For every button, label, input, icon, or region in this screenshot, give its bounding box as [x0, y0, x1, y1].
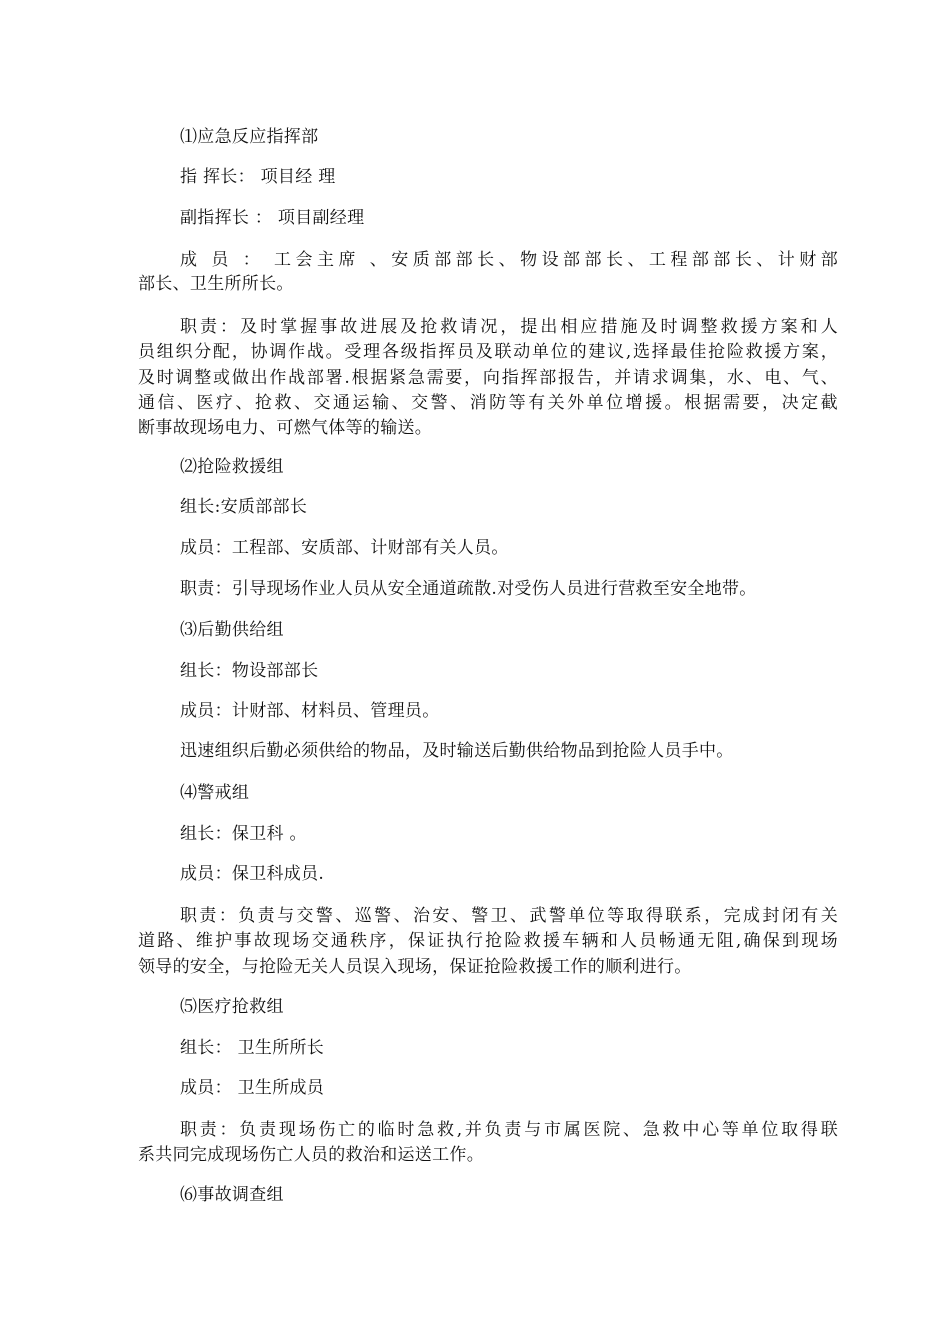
duty-paragraph-line: 断事故现场电力、可燃气体等的输送。	[138, 418, 433, 438]
logistics-duty-line: 迅速组织后勤必须供给的物品，及时输送后勤供给物品到抢险人员手中。	[180, 741, 734, 761]
medical-duty-line: 系共同完成现场伤亡人员的救治和运送工作。	[138, 1145, 484, 1165]
logistics-members-line: 成员：计财部、材料员、管理员。	[180, 701, 440, 721]
duty-paragraph-line: 员组织分配，协调作战。受理各级指挥员及联动单位的建议,选择最佳抢险救援方案，	[138, 342, 838, 362]
section-heading-logistics: ⑶后勤供给组	[180, 620, 284, 640]
section-heading-command: ⑴应急反应指挥部	[180, 127, 319, 147]
section-heading-medical: ⑸医疗抢救组	[180, 997, 284, 1017]
rescue-duty-line: 职责：引导现场作业人员从安全通道疏散.对受伤人员进行营救至安全地带。	[180, 579, 757, 599]
medical-members-line: 成员： 卫生所成员	[180, 1078, 325, 1098]
guard-duty-line: 领导的安全，与抢险无关人员误入现场，保证抢险救援工作的顺利进行。	[138, 957, 692, 977]
guard-duty-line: 道路、维护事故现场交通秩序，保证执行抢险救援车辆和人员畅通无阻,确保到现场	[138, 931, 838, 951]
duty-paragraph-line: 职责：及时掌握事故进展及抢救请况，提出相应措施及时调整救援方案和人	[180, 317, 838, 337]
medical-leader-line: 组长： 卫生所所长	[180, 1038, 325, 1058]
section-heading-investigation: ⑹事故调查组	[180, 1185, 284, 1205]
logistics-leader-line: 组长：物设部部长	[180, 661, 319, 681]
duty-paragraph-line: 通信、医疗、抢救、交通运输、交警、消防等有关外单位增援。根据需要，决定截	[138, 393, 838, 413]
deputy-commander-line: 副指挥长 ： 项目副经理	[180, 208, 365, 228]
section-heading-guard: ⑷警戒组	[180, 783, 250, 803]
guard-duty-line: 职责：负责与交警、巡警、治安、警卫、武警单位等取得联系，完成封闭有关	[180, 906, 838, 926]
rescue-leader-line: 组长:安质部部长	[180, 497, 308, 517]
guard-leader-line: 组长：保卫科 。	[180, 824, 307, 844]
guard-members-line: 成员：保卫科成员.	[180, 864, 325, 884]
members-line-cont: 部长、卫生所所长。	[138, 274, 294, 294]
medical-duty-line: 职责：负责现场伤亡的临时急救,并负责与市属医院、急救中心等单位取得联	[180, 1120, 838, 1140]
rescue-members-line: 成员：工程部、安质部、计财部有关人员。	[180, 538, 509, 558]
members-line: 成 员 ： 工会主席 、安质部部长、物设部部长、工程部部长、计财部	[180, 250, 838, 270]
duty-paragraph-line: 及时调整或做出作战部署.根据紧急需要，向指挥部报告，并请求调集，水、电、气、	[138, 368, 838, 388]
commander-line: 指 挥长： 项目经 理	[180, 167, 336, 187]
section-heading-rescue: ⑵抢险救援组	[180, 457, 284, 477]
